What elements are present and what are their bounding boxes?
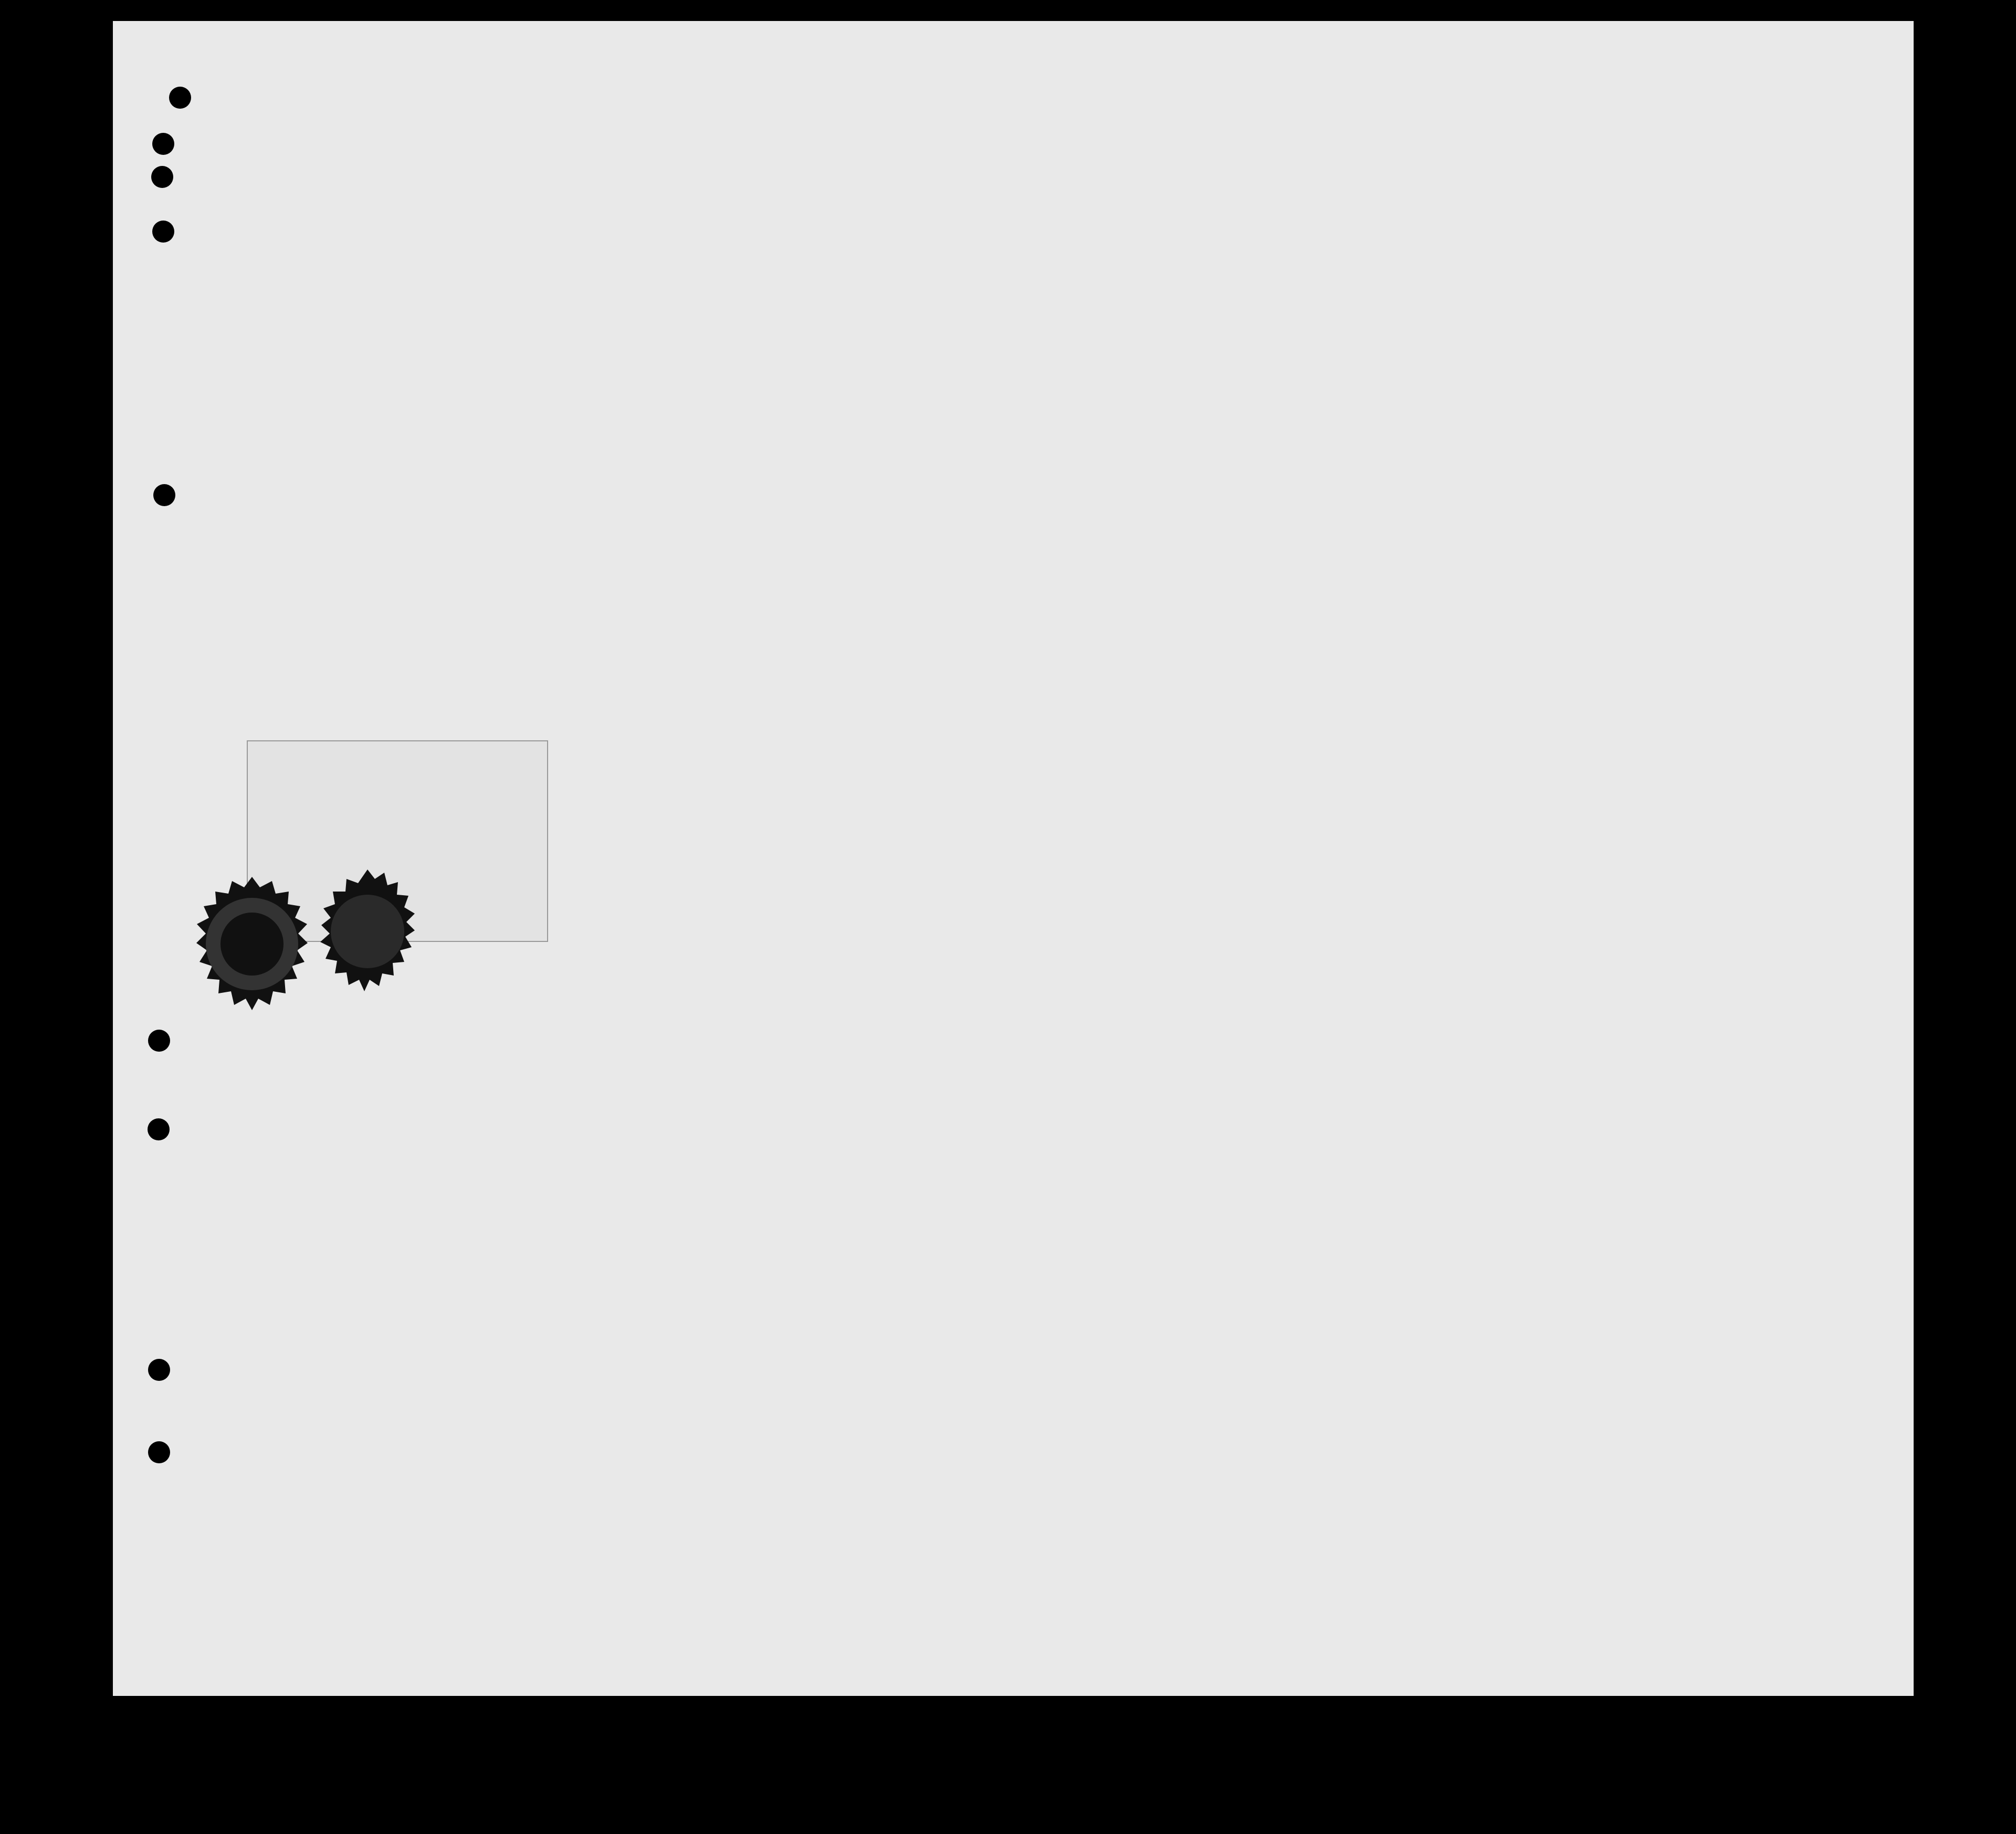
- embossed-seal-2: [310, 866, 425, 1024]
- embossed-seal: [173, 872, 331, 1040]
- consular-stamp: [242, 740, 562, 961]
